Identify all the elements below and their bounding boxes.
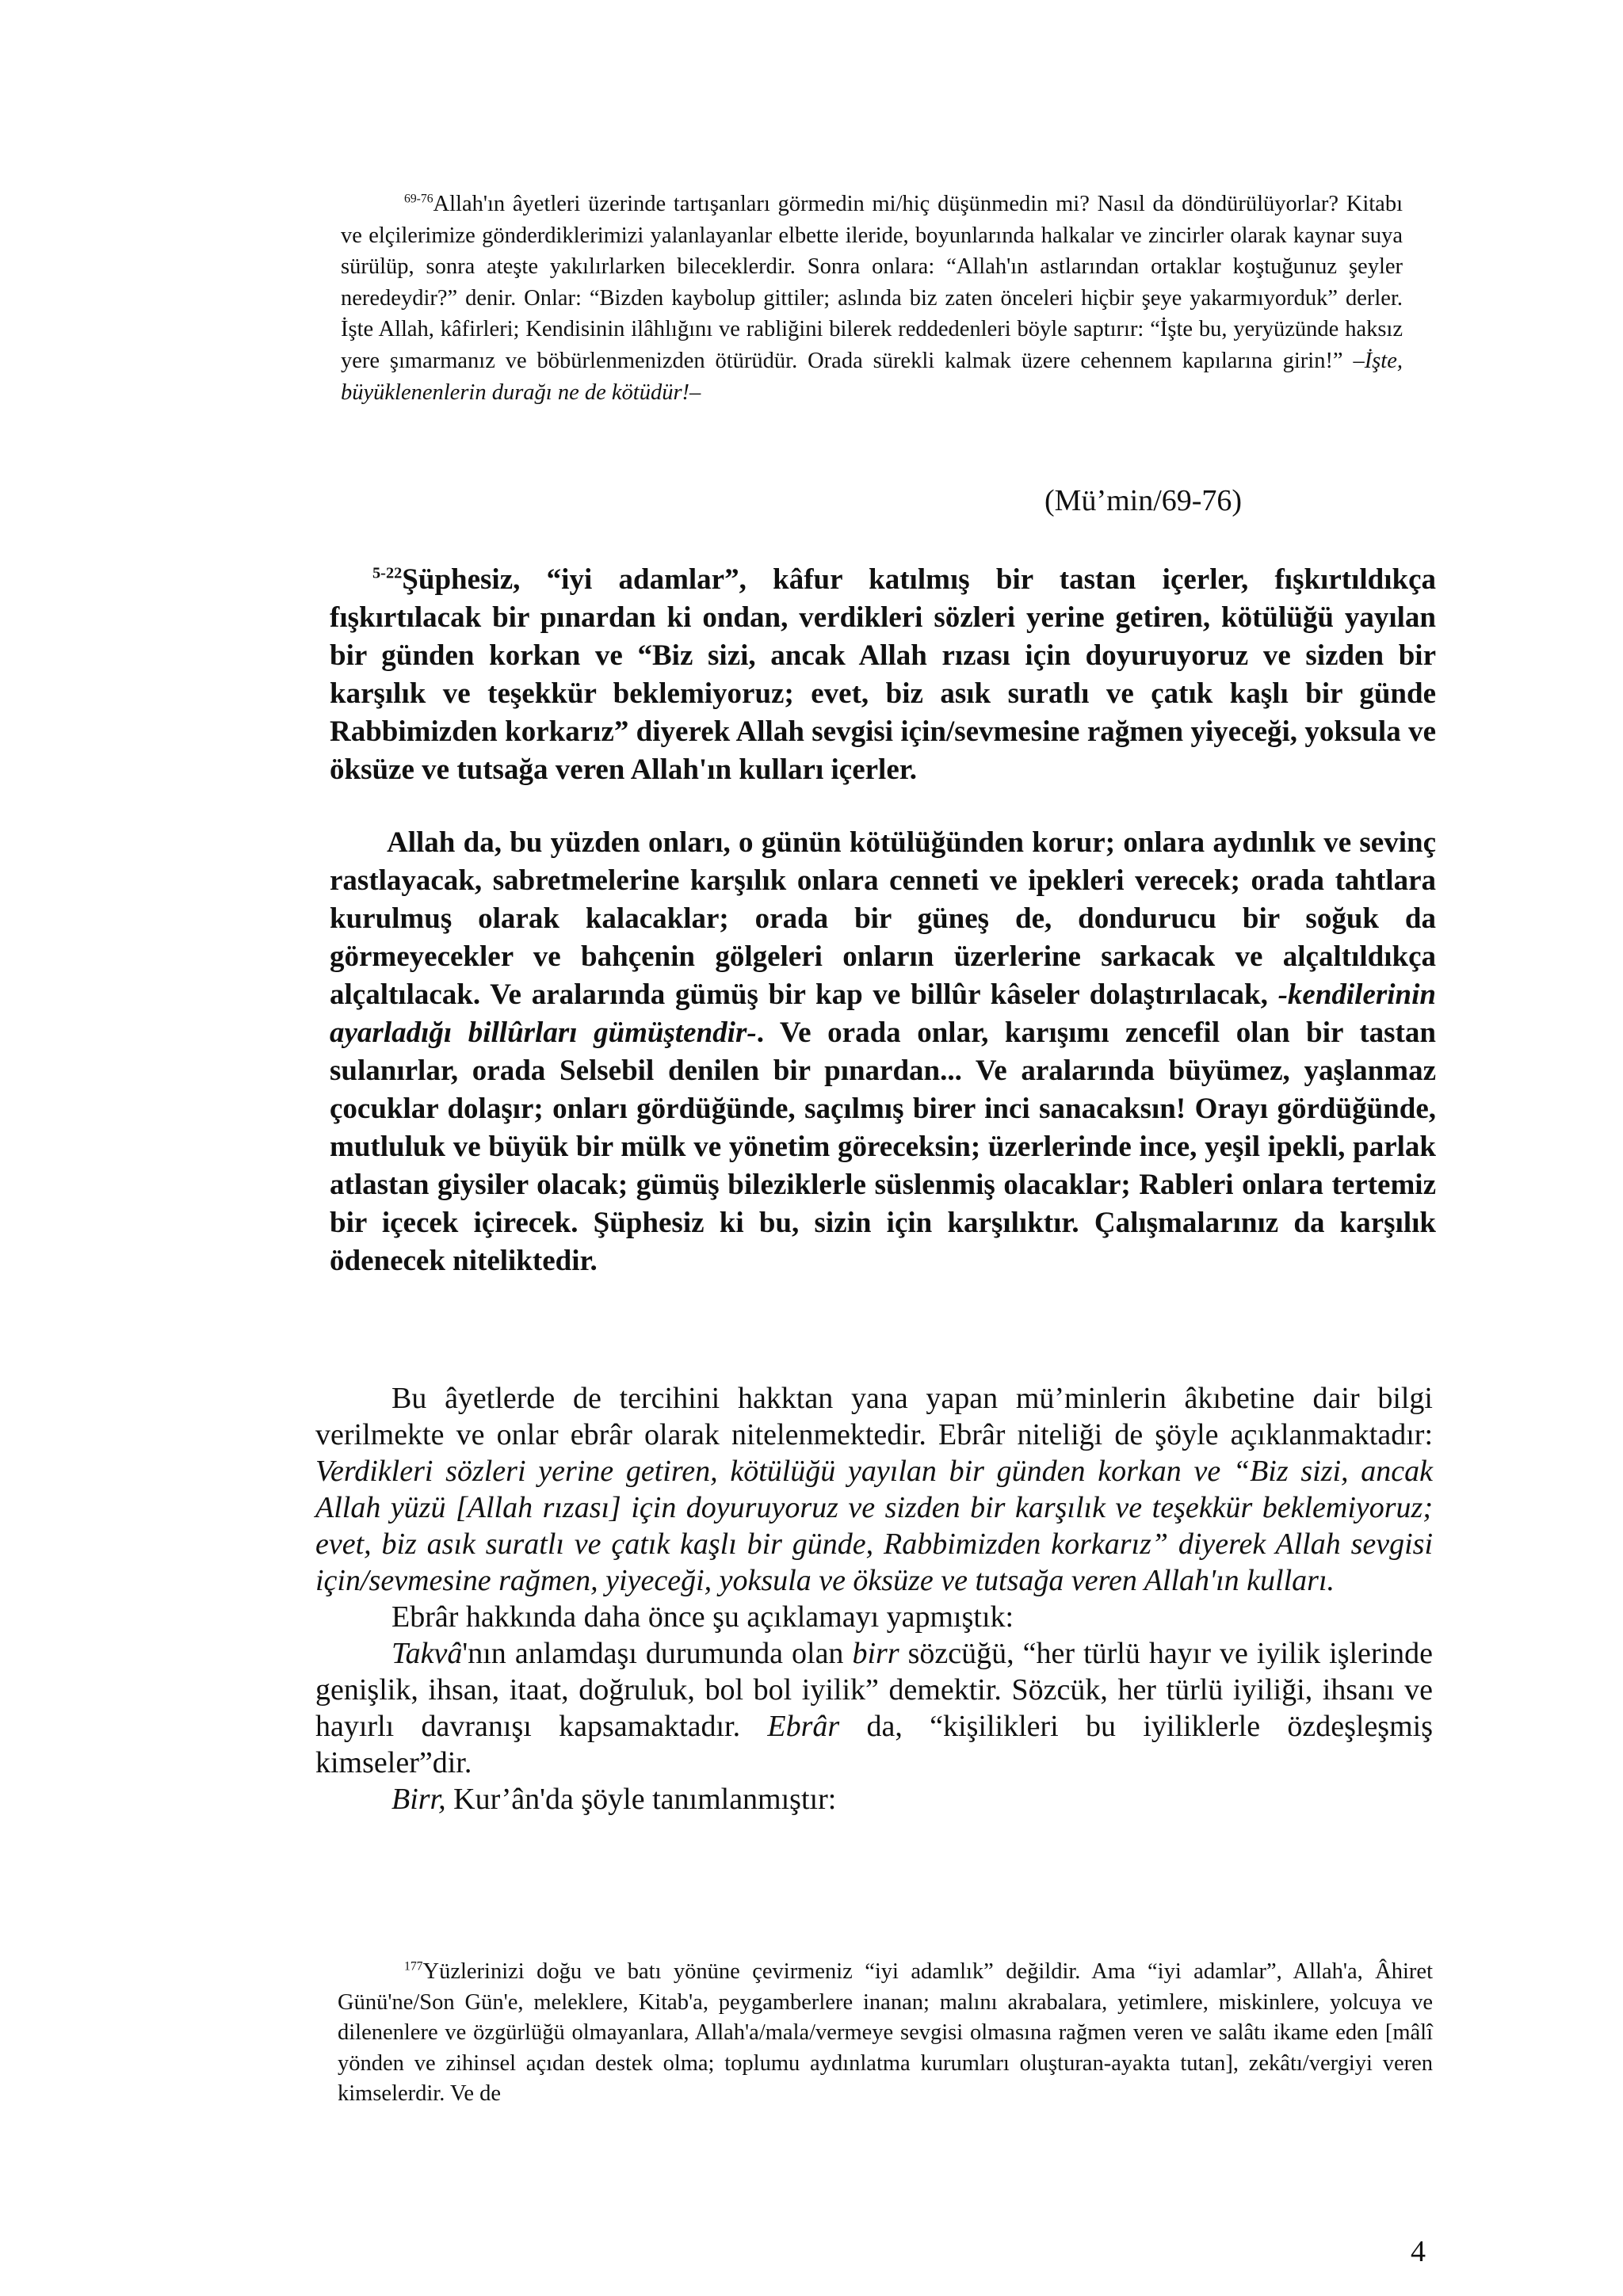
paragraph-italic-quote: Verdikleri sözleri yerine getiren, kötülüğü yayılan bir günden korkan ve “Biz sizi, ancak Allah yüzü [Allah rızası] için doyuruyoruz ve sizden bir karşılık ve teşekkür beklemiyoruz; evet, biz asık suratlı ve çatık kaşlı bir günde, Rabbimizden korkarız” diyerek Allah sevgisi için/sevmesine rağmen, yiyeceği, yoksula ve öksüze ve tutsağa veren Allah'ın kulları. [315, 1455, 1433, 1597]
quote-text: Şüphesiz, “iyi adamlar”, kâfur katılmış bir tastan içerler, fışkırtıldıkça fışkırtılacak bir pınardan ki ondan, verdikleri sözleri yerine getiren, kötülüğü yayılan bir günden korkan ve “Biz sizi, ancak Allah rızası için doyuruyoruz ve sizden bir karşılık ve teşekkür beklemiyoruz; evet, biz asık suratlı ve çatık kaşlı bir günde Rabbimizden korkarız” diyerek Allah sevgisi için/sevmesine rağmen yiyeceği, yoksula ve öksüze ve tutsağa veren Allah'ın kulları içerler. [330, 563, 1436, 786]
quote-insan-5-22-part1 [330, 561, 1436, 789]
page-number: 4 [1411, 2235, 1426, 2268]
quote-text: . Ve orada onlar, karışımı zencefil olan bir tastan sulanırlar, orada Selsebil denilen bir pınardan... Ve aralarında büyümez, yaşlanmaz çocuklar dolaşır; onları gördüğünde, saçılmış birer inci sanacaksın! Orayı gördüğünde, mutluluk ve büyük bir mülk ve yönetim göreceksin; üzerlerinde ince, yeşil ipekli, parlak atlastan giysiler olacak; gümüş bileziklerle süslenmiş olacaklar; Rableri onlara tertemiz bir içecek içirecek. Şüphesiz ki bu, sizin için karşılıktır. Çalışmalarınız da karşılık ödenecek niteliktedir. [330, 1016, 1436, 1277]
term-italic: Ebrâr [767, 1710, 840, 1743]
paragraph-text: sözcüğü, “her türlü hayır ve iyilik işlerinde genişlik, ihsan, itaat, doğruluk, bol bol iyilik” demektir. Sözcük, her türlü iyiliği, ihsanı ve hayırlı davranışı kapsamaktadır. [315, 1637, 1433, 1743]
verse-number: 5-22 [372, 564, 403, 582]
quote-mumin-69-76 [341, 189, 1403, 408]
quote-italic-remark: –İşte, büyüklenenlerin durağı ne de kötüdür!– [341, 348, 1403, 405]
quote-insan-5-22-part2 [330, 824, 1436, 1280]
quote-text: Yüzlerinizi doğu ve batı yönüne çevirmeniz “iyi adamlık” değildir. Ama “iyi adamlar”, Allah'a, Âhiret Günü'ne/Son Gün'e, meleklere, Kitab'a, peygamberlere inanan; malını akrabalara, yetimlere, miskinlere, yolcuya ve dilenenlere ve özgürlüğü olmayanlara, Allah'a/mala/vermeye sevgisi olmasına rağmen veren ve salâtı ikame eden [mâlî yönden ve zihinsel açıdan destek olma; toplumu aydınlatma kurumları oluşturan-ayakta tutan], zekâtı/vergiyi veren kimselerdir. Ve de [338, 1959, 1433, 2106]
verse-number: 69-76 [404, 192, 433, 206]
verse-reference: (Mü’min/69-76) [1044, 484, 1243, 517]
paragraph-text: 'nın anlamdaşı durumunda olan [462, 1637, 853, 1670]
commentary-paragraph [315, 1380, 1433, 1599]
commentary-paragraph [315, 1635, 1433, 1781]
quote-bakara-177 [338, 1957, 1433, 2110]
commentary-paragraph [315, 1599, 1433, 1635]
paragraph-text: da, “kişilikleri bu iyiliklerle özdeşleşmiş kimseler”dir. [315, 1710, 1434, 1779]
commentary-body [315, 1380, 1433, 1817]
term-italic: Takvâ [391, 1637, 463, 1670]
commentary-paragraph [315, 1781, 1433, 1817]
quote-text: Allah da, bu yüzden onları, o günün kötülüğünden korur; onlara aydınlık ve sevinç rastlayacak, sabretmelerine karşılık onlara cenneti ve ipekleri verecek; orada tahtlara kurulmuş olarak kalacaklar; orada bir güneş de, dondurucu bir soğuk da görmeyecekler ve bahçenin gölgeleri onların üzerlerine sarkacak ve alçaltıldıkça alçaltılacak. Ve aralarında gümüş bir kap ve billûr kâseler dolaştırılacak, [330, 826, 1436, 1011]
paragraph-text: Bu âyetlerde de tercihini hakktan yana yapan mü’minlerin âkıbetine dair bilgi verilmekte ve onlar ebrâr olarak nitelenmektedir. Ebrâr niteliği de şöyle açıklanmaktadır: [315, 1382, 1433, 1451]
paragraph-text: Ebrâr hakkında daha önce şu açıklamayı yapmıştık: [391, 1600, 1014, 1634]
quote-text: Allah'ın âyetleri üzerinde tartışanları görmedin mi/hiç düşünmedin mi? Nasıl da döndürülüyorlar? Kitabı ve elçilerimize gönderdiklerimizi yalanlayanlar elbette ileride, boyunlarında halkalar ve zincirler olarak kaynar suya sürülüp, sonra ateşte yakılırlarken bileceklerdir. Sonra onlara: “Allah'ın astlarından ortaklar koştuğunuz şeyler neredeydir?” denir. Onlar: “Bizden kaybolup gittiler; aslında biz zaten önceleri hiçbir şeye yakarmıyorduk” derler. İşte Allah, kâfirleri; Kendisinin ilâhlığını ve rabliğini bilerek reddedenleri böyle saptırır: “İşte bu, yeryüzünde haksız yere şımarmanız ve böbürlenmenizden ötürüdür. Orada sürekli kalmak üzere cehennem kapılarına girin!” [341, 192, 1403, 373]
verse-number: 177 [404, 1959, 423, 1974]
term-italic: Birr, [391, 1783, 446, 1816]
term-italic: birr [852, 1637, 899, 1670]
paragraph-text: Kur’ân'da şöyle tanımlanmıştır: [445, 1783, 837, 1816]
quote-italic-remark: -kendilerinin ayarladığı billûrları gümüştendir- [330, 978, 1436, 1049]
